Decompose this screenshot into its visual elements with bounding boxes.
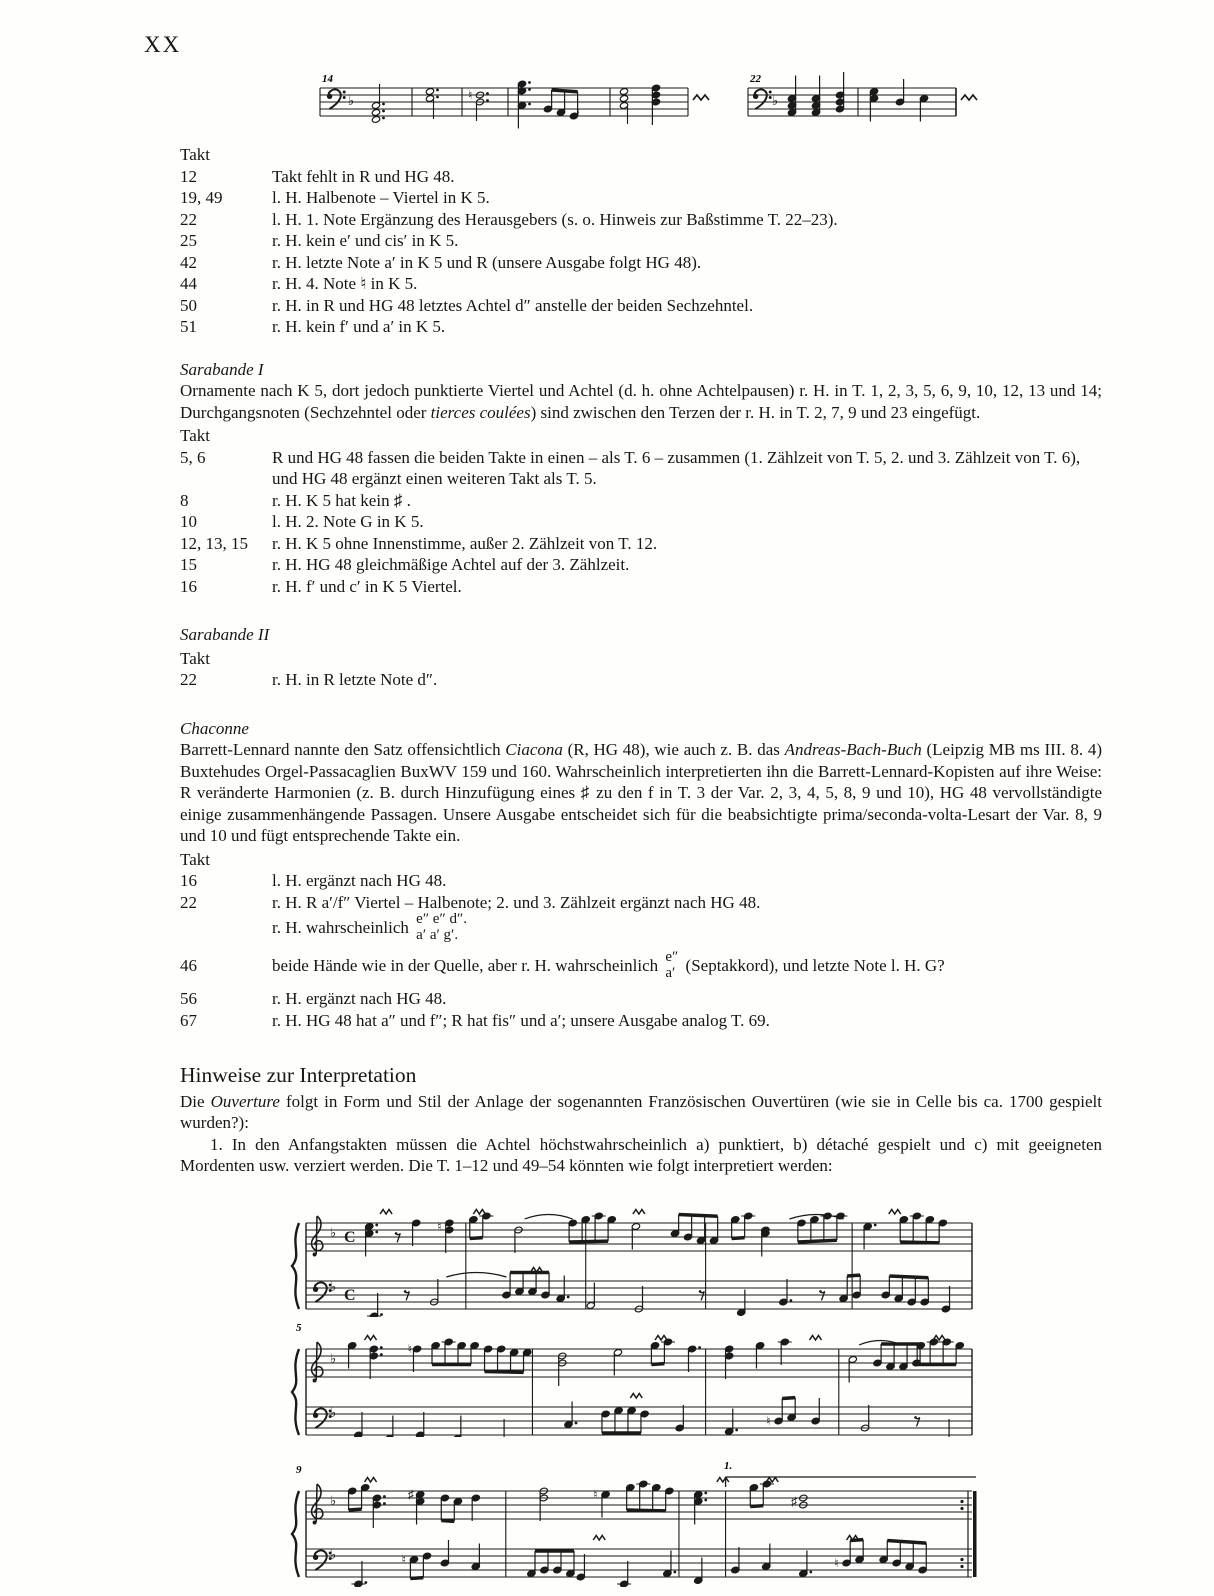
svg-text:♯: ♯	[407, 1487, 414, 1501]
music-system-2	[280, 1319, 1102, 1437]
takt-row	[180, 554, 1102, 576]
takt-row	[180, 447, 1102, 490]
takt-number: 16	[180, 576, 197, 596]
svg-text:♭: ♭	[772, 93, 779, 108]
takt-row	[180, 295, 1102, 317]
music-excerpt-top-svg	[280, 70, 980, 142]
takt-note: r. H. kein f′ und a′ in K 5.	[272, 317, 446, 336]
section-title: Chaconne	[180, 718, 249, 738]
system-measure-label: 9	[296, 1463, 302, 1476]
takt-row	[180, 273, 1102, 295]
takt-number: 22	[180, 892, 197, 912]
section-ouverture-notes	[180, 144, 1102, 338]
page-content	[144, 26, 1103, 1587]
takt-number: 22	[180, 670, 197, 689]
music-excerpt-top	[280, 70, 1102, 142]
takt-note: r. H. kein e′ und cis′ in K 5.	[272, 231, 459, 250]
takt-number: 22	[180, 209, 197, 229]
takt-note: l. H. 2. Note G in K 5.	[272, 512, 424, 531]
takt-number: 10	[180, 512, 197, 531]
svg-text:♮: ♮	[437, 1219, 442, 1233]
measure-number-label: 14	[322, 73, 333, 85]
takt-number: 42	[180, 252, 197, 272]
music-system-1	[280, 1193, 1102, 1317]
hinweise-paragraph-1: Die Ouverture folgt in Form und Stil der Anlage der sogenannten Französischen Ouvertüren (wie sie in Celle bis ca. 1700 gespielt wurden?):	[180, 1091, 1103, 1132]
svg-text:♭: ♭	[330, 1350, 337, 1366]
system-measure-label: 5	[296, 1321, 302, 1334]
takt-row	[180, 951, 1102, 983]
takt-note: r. H. K 5 hat kein ♯ .	[272, 490, 411, 510]
svg-text:♮: ♮	[766, 1413, 771, 1428]
takt-number: 67	[180, 1010, 197, 1030]
takt-column-header: Takt	[180, 648, 210, 668]
section-intro: Barrett-Lennard nannte den Satz offensichtlich Ciacona (R, HG 48), wie auch z. B. das Andreas-Bach-Buch (Leipzig MB ms III. 8. 4) Buxtehudes Orgel-Passacaglien BuxWV 159 und 160. Wahrscheinlich interpretierten ihn die Barrett-Lennard-Kopisten auf ihre Weise: R veränderte Harmonien (z. B. durch Hinzufügung eines ♯ zu den f in T. 3 der Var. 2, 3, 4, 5, 8, 9 und 10), HG 48 vervollständigte einige zusammenhängende Passagen. Unsere Ausgabe entscheidet sich für die beabsichtigte prima/seconda-volta-Lesart der Var. 8, 9 und 10 und fügt entsprechende Takte ein.	[180, 740, 1102, 845]
takt-note: r. H. R a′/f″ Viertel – Halbenote; 2. und 3. Zählzeit ergänzt nach HG 48. r. H. wahrscheinlich e″ e″ d″. a′ a′ g′.	[272, 892, 761, 943]
takt-number: 8	[180, 490, 189, 510]
takt-number: 16	[180, 871, 197, 890]
svg-text:♯: ♯	[790, 1494, 797, 1508]
page-number: XX	[144, 32, 182, 57]
takt-note: R und HG 48 fassen die beiden Takte in einen – als T. 6 – zusammen (1. Zählzeit von T. 5, 2. und 3. Zählzeit von T. 6), und HG 48 ergänzt einen weiteren Takt als T. 5.	[272, 447, 1081, 488]
takt-note: r. H. 4. Note ♮ in K 5.	[272, 274, 418, 293]
takt-row	[180, 870, 1102, 892]
section-title: Sarabande I	[180, 359, 264, 379]
svg-text:♭: ♭	[330, 1546, 337, 1562]
takt-note: r. H. in R letzte Note d″.	[272, 670, 438, 689]
takt-note: Takt fehlt in R und HG 48.	[272, 166, 455, 186]
svg-text:♭: ♭	[330, 1278, 337, 1294]
svg-text:♭: ♭	[348, 93, 355, 108]
svg-text:♭: ♭	[330, 1224, 337, 1240]
svg-text:♭: ♭	[330, 1492, 337, 1508]
section-sarabande-2	[180, 624, 1102, 691]
measure-number-label: 22	[750, 73, 761, 85]
takt-number: 12	[180, 166, 197, 186]
takt-note: l. H. 1. Note Ergänzung des Herausgebers (s. o. Hinweis zur Baßstimme T. 22–23).	[272, 209, 838, 229]
takt-note: r. H. letzte Note a′ in K 5 und R (unsere Ausgabe folgt HG 48).	[272, 252, 702, 272]
takt-number: 25	[180, 231, 197, 250]
takt-column-header: Takt	[180, 849, 210, 869]
section-title: Hinweise zur Interpretation	[180, 1063, 417, 1087]
takt-note: r. H. HG 48 hat a″ und f″; R hat fis″ und a′; unsere Ausgabe analog T. 69.	[272, 1010, 770, 1030]
takt-row	[180, 892, 1102, 946]
takt-row	[180, 316, 1102, 338]
takt-column-header: Takt	[180, 426, 210, 445]
section-hinweise	[180, 1065, 1102, 1177]
takt-row	[180, 230, 1102, 252]
svg-text:♭: ♭	[330, 1404, 337, 1420]
takt-note: r. H. HG 48 gleichmäßige Achtel auf der 3. Zählzeit.	[272, 555, 630, 574]
svg-text:C: C	[344, 1228, 356, 1246]
takt-number: 46	[180, 955, 197, 975]
takt-row	[180, 490, 1102, 512]
takt-note: r. H. K 5 ohne Innenstimme, außer 2. Zählzeit von T. 12.	[272, 533, 658, 553]
svg-text:C: C	[344, 1286, 356, 1304]
svg-text:♮: ♮	[407, 1341, 413, 1356]
takt-row	[180, 533, 1102, 555]
takt-note: r. H. in R und HG 48 letztes Achtel d″ anstelle der beiden Sechzehntel.	[272, 295, 754, 315]
music-system-2-svg	[280, 1319, 980, 1437]
takt-note: r. H. ergänzt nach HG 48.	[272, 989, 447, 1008]
takt-note: beide Hände wie in der Quelle, aber r. H. wahrscheinlich e″ a′ (Septakkord), und letzte Note l. H. G?	[272, 949, 945, 981]
takt-row	[180, 669, 1102, 691]
takt-row	[180, 252, 1102, 274]
music-system-3	[280, 1447, 1102, 1587]
volta-label: 1.	[724, 1459, 733, 1472]
takt-note: l. H. Halbenote – Viertel in K 5.	[272, 188, 490, 207]
takt-row	[180, 576, 1102, 598]
section-intro: Ornamente nach K 5, dort jedoch punktierte Viertel und Achtel (d. h. ohne Achtelpausen) r. H. in T. 1, 2, 3, 5, 6, 9, 10, 12, 13 und 14; Durchgangsnoten (Sechzehntel oder tierces coulées) sind zwischen den Terzen der r. H. in T. 2, 7, 9 und 23 eingefügt.	[180, 381, 1102, 422]
section-title: Sarabande II	[180, 625, 270, 644]
takt-row	[180, 511, 1102, 533]
takt-row	[180, 209, 1102, 231]
takt-row	[180, 1010, 1102, 1032]
takt-number: 51	[180, 317, 197, 336]
svg-text:♮: ♮	[593, 1487, 598, 1501]
music-system-3-svg	[280, 1447, 980, 1587]
takt-number: 50	[180, 295, 197, 315]
takt-number: 12, 13, 15	[180, 533, 248, 553]
svg-text:♮: ♮	[401, 1552, 406, 1566]
takt-column-header: Takt	[180, 145, 210, 164]
section-chaconne	[180, 718, 1102, 1032]
svg-text:♮: ♮	[468, 88, 473, 102]
takt-number: 44	[180, 274, 197, 293]
takt-row	[180, 187, 1102, 209]
takt-number: 15	[180, 555, 197, 574]
hinweise-paragraph-2: 1. In den Anfangstakten müssen die Achtel höchstwahrscheinlich a) punktiert, b) détaché gespielt und c) mit geeigneten Mordenten usw. verziert werden. Die T. 1–12 und 49–54 könnten wie folgt interpretiert werden:	[180, 1134, 1102, 1175]
takt-note: l. H. ergänzt nach HG 48.	[272, 871, 447, 890]
takt-number: 19, 49	[180, 188, 223, 207]
takt-number: 5, 6	[180, 447, 206, 467]
music-system-1-svg	[280, 1193, 980, 1317]
svg-text:♮: ♮	[576, 106, 580, 118]
takt-note: r. H. f′ und c′ in K 5 Viertel.	[272, 576, 462, 596]
takt-number: 56	[180, 989, 197, 1008]
section-sarabande-1	[180, 359, 1102, 598]
takt-row	[180, 166, 1102, 188]
takt-row	[180, 988, 1102, 1010]
svg-text:♮: ♮	[834, 1555, 839, 1570]
